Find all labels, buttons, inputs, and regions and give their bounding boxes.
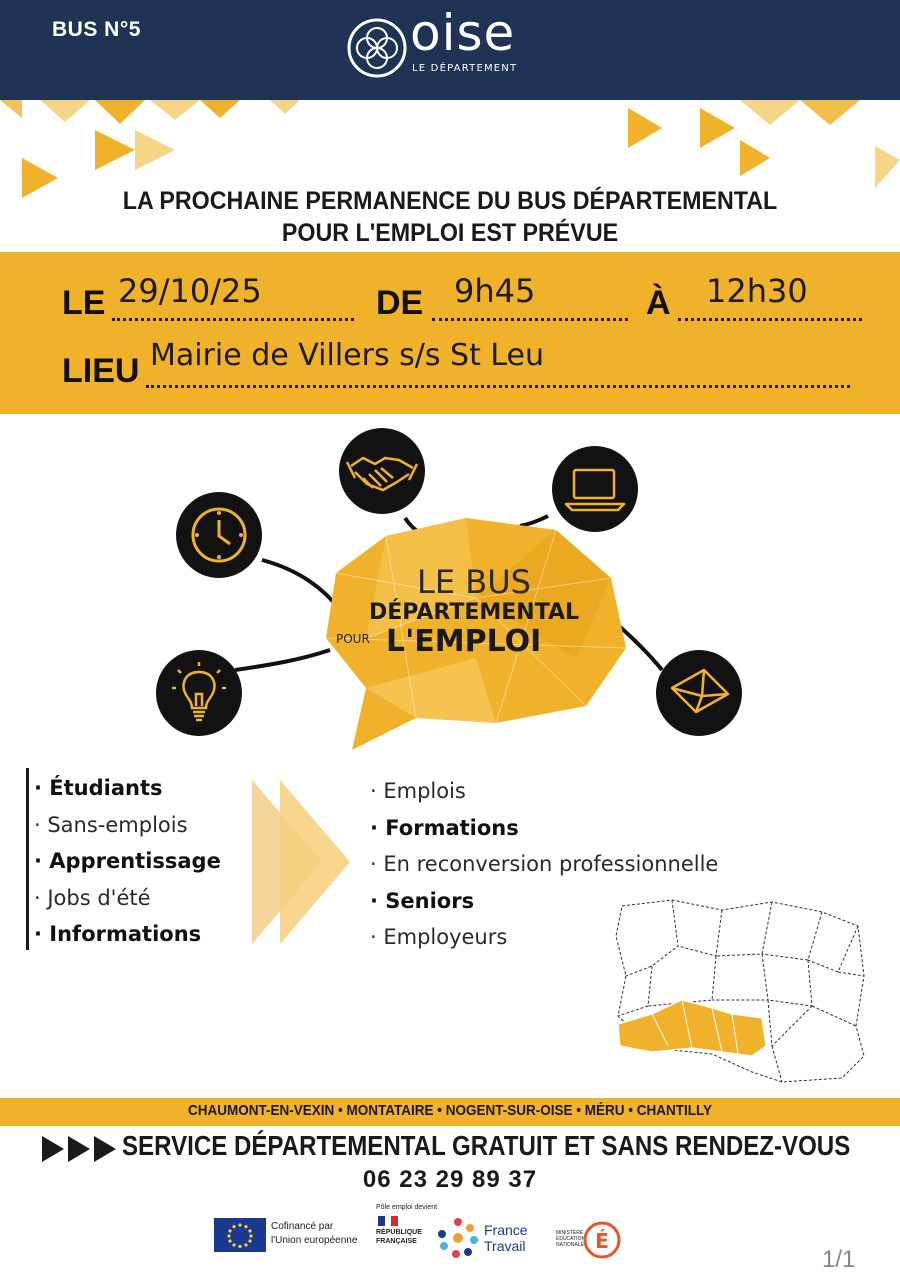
envelope-icon (656, 650, 742, 736)
audience-item: · Seniors (370, 888, 475, 913)
handshake-icon (339, 428, 425, 514)
phone-number: 06 23 29 89 37 (362, 1166, 538, 1193)
end-dotted-line (678, 318, 862, 321)
oise-logo-text: oise (410, 4, 516, 62)
republique-text (376, 1228, 422, 1246)
oise-logo-icon (346, 17, 408, 79)
badge-title-line-2: DÉPARTEMENTAL (368, 600, 580, 625)
eu-line-2: l'Union européenne (271, 1235, 358, 1246)
announcement-line-2: POUR L'EMPLOI EST PRÉVUE (281, 219, 619, 247)
left-accent-bar (26, 768, 29, 950)
pole-emploi-text: Pôle emploi devient (376, 1204, 438, 1211)
lightbulb-icon (156, 650, 242, 736)
service-statement: SERVICE DÉPARTEMENTAL GRATUIT ET SANS RENDEZ-VOUS (122, 1130, 851, 1161)
announcement-line-1: LA PROCHAINE PERMANENCE DU BUS DÉPARTEMENTAL (122, 187, 778, 215)
start-label: DE (376, 284, 424, 322)
audience-item: · Formations (370, 815, 519, 840)
audience-list-left (34, 770, 221, 953)
date-value: 29/10/25 (118, 272, 262, 310)
eu-flag-icon (214, 1218, 266, 1252)
eu-line-1: Cofinancé par (271, 1221, 334, 1232)
date-label: LE (62, 284, 106, 322)
france-travail-text (484, 1222, 528, 1254)
audience-item: · Jobs d'été (34, 885, 151, 910)
laptop-icon (552, 446, 638, 532)
svg-text:É: É (595, 1229, 609, 1253)
audience-item: · Étudiants (34, 776, 163, 800)
cities-list: CHAUMONT-EN-VEXIN • MONTATAIRE • NOGENT-SUR-OISE • MÉRU • CHANTILLY (188, 1102, 712, 1119)
date-dotted-line (112, 318, 354, 321)
end-time-value: 12h30 (706, 272, 808, 310)
place-dotted-line (146, 385, 850, 388)
bus-number: BUS N°5 (52, 18, 141, 41)
marianne-flag-icon (378, 1216, 398, 1226)
france-travail-line-1: France (484, 1222, 528, 1238)
badge-title-line-1: LE BUS (417, 563, 531, 601)
triple-arrow-icon (42, 1136, 118, 1162)
republique-line-2: FRANÇAISE (376, 1238, 417, 1245)
announcement-heading (32, 185, 869, 249)
audience-item: · Sans-emplois (34, 812, 188, 837)
eu-cofinance-text (271, 1220, 357, 1248)
place-label: LIEU (62, 352, 140, 390)
start-dotted-line (432, 318, 628, 321)
france-travail-logo-icon (436, 1216, 480, 1260)
badge-title-line-3: L'EMPLOI (386, 624, 542, 659)
ministere-text: MINISTÈRE ÉDUCATION NATIONALE (556, 1230, 586, 1248)
audience-item: · Employeurs (370, 925, 508, 949)
education-nationale-logo-icon (582, 1216, 622, 1260)
start-time-value: 9h45 (454, 272, 536, 310)
audience-item: · Informations (34, 922, 202, 946)
clock-icon (176, 492, 262, 578)
oise-map (612, 896, 868, 1084)
oise-logo-subtitle: LE DÉPARTEMENT (412, 63, 518, 74)
arrow-chevron-graphic (252, 780, 362, 944)
audience-item: · Apprentissage (34, 849, 221, 873)
end-label: À (646, 284, 671, 322)
page-number: 1/1 (822, 1246, 856, 1273)
place-value: Mairie de Villers s/s St Leu (150, 338, 545, 373)
republique-line-1: RÉPUBLIQUE (376, 1229, 422, 1236)
badge-title-pour: POUR (336, 632, 370, 646)
france-travail-line-2: Travail (484, 1238, 526, 1254)
audience-item: · En reconversion professionnelle (370, 852, 719, 876)
audience-item: · Emplois (370, 779, 466, 803)
